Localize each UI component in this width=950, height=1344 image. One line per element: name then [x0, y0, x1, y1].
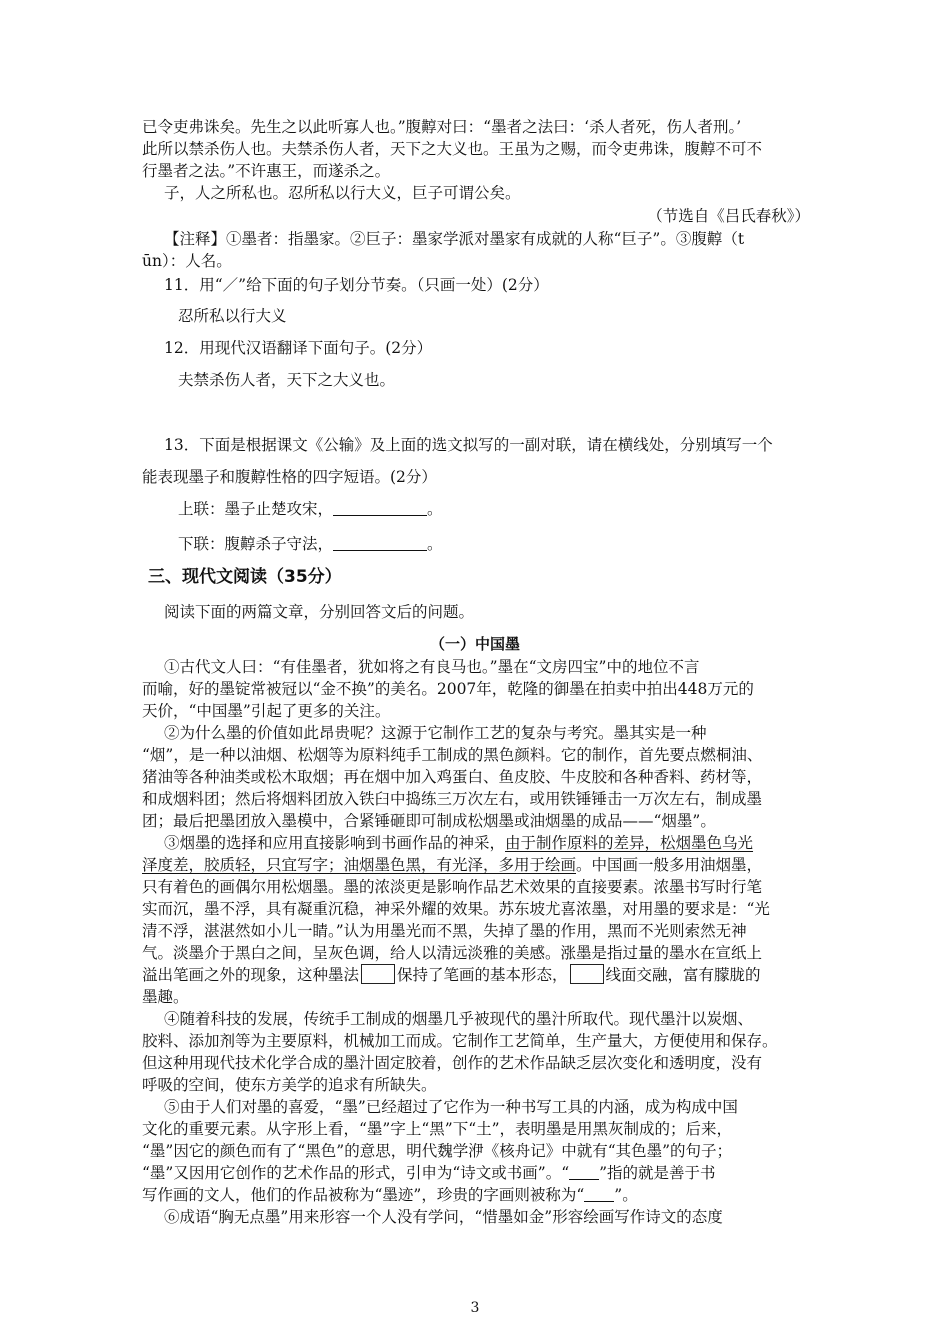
notes: ūn）：人名。: [142, 252, 232, 270]
paragraph-line: “墨”又因用它创作的艺术作品的形式，引申为“诗文或书画”。“ ”指的就是善于书: [142, 1164, 716, 1182]
answer-blank[interactable]: [584, 1201, 614, 1202]
paragraph-line: 呼吸的空间，使东方美学的追求有所缺失。: [142, 1076, 437, 1094]
paragraph-line: 而喻，好的墨锭常被冠以“金不换”的美名。2007年，乾隆的御墨在拍卖中拍出448万元的: [142, 680, 754, 698]
section-heading: 三、现代文阅读（35分）: [148, 567, 342, 587]
paragraph-line: 但这种用现代技术化学合成的墨汁固定胶着，创作的艺术作品缺乏层次变化和透明度，没有: [142, 1054, 763, 1072]
paragraph-line: 只有着色的画偶尔用松烟墨。墨的浓淡更是影响作品艺术效果的直接要素。浓墨书写时行笔: [142, 878, 763, 896]
paragraph-line: “墨”因它的颜色而有了“黑色”的意思，明代魏学洢《核舟记》中就有“其色墨”的句子；: [142, 1142, 733, 1160]
paragraph-line: 气。淡墨介于黑白之间，呈灰色调，给人以清远淡雅的美感。涨墨是指过量的墨水在宣纸上: [142, 944, 763, 962]
answer-blank[interactable]: [569, 1179, 599, 1180]
paragraph-line: 写作画的文人，他们的作品被称为“墨迹”，珍贵的字画则被称为“ ”。: [142, 1186, 638, 1204]
answer-blank[interactable]: [333, 550, 427, 551]
question-12-sentence: 夫禁杀伤人者，天下之大义也。: [178, 371, 396, 389]
paragraph-line: ⑥成语“胸无点墨”用来形容一个人没有学问，“惜墨如金”形容绘画写作诗文的态度: [164, 1208, 723, 1226]
paragraph-line: 天价，“中国墨”引起了更多的关注。: [142, 702, 391, 720]
paragraph-line: 文化的重要元素。从字形上看，“墨”字上“黑”下“土”，表明墨是用黑灰制成的；后来，: [142, 1120, 733, 1138]
paragraph-line: 溢出笔画之外的现象，这种墨法 保持了笔画的基本形态， 线面交融，富有朦胧的: [142, 966, 761, 984]
text-line: 此所以禁杀伤人也。夫禁杀伤人者，天下之大义也。王虽为之赐，而令吏弗诛，腹䵍不可不: [142, 140, 763, 158]
paragraph-line: 实而沉，墨不浮，具有凝重沉稳，神采外耀的效果。苏东坡尤喜浓墨，对用墨的要求是：“光: [142, 900, 770, 918]
question-11: 11．用“／”给下面的句子划分节奏。（只画一处）(2分）: [164, 276, 549, 294]
answer-box[interactable]: [361, 964, 395, 984]
paragraph-line: 清不浮，湛湛然如小儿一睛。”认为用墨光而不黑，失掉了墨的作用，黑而不光则索然无神: [142, 922, 747, 940]
section-instruction: 阅读下面的两篇文章，分别回答文后的问题。: [164, 603, 475, 621]
text-line: 已令吏弗诛矣。先生之以此听寡人也。”腹䵍对曰：“墨者之法曰：‘杀人者死，伤人者刑。’: [142, 118, 742, 136]
question-12: 12．用现代汉语翻译下面句子。(2分）: [164, 339, 433, 357]
page-number: 3: [470, 1300, 480, 1316]
paragraph-line: 和成烟料团；然后将烟料团放入铁臼中捣练三万次左右，或用铁锤锤击一万次左右，制成墨: [142, 790, 763, 808]
source-citation: （节选自《吕氏春秋》）: [647, 207, 810, 225]
paragraph-line: 猪油等各种油类或松木取烟；再在烟中加入鸡蛋白、鱼皮胶、牛皮胶和各种香料、药材等，: [142, 768, 763, 786]
answer-box[interactable]: [570, 964, 604, 984]
paragraph-line: 泽度差，胶质轻，只宜写字；油烟墨色黑，有光泽，多用于绘画。中国画一般多用油烟墨，: [142, 856, 763, 874]
question-13: 13．下面是根据课文《公输》及上面的选文拟写的一副对联，请在横线处，分别填写一个: [164, 436, 773, 454]
paragraph-line: 团；最后把墨团放入墨模中，合紧锤砸即可制成松烟墨或油烟墨的成品——“烟墨”。: [142, 812, 716, 830]
paragraph-line: ③烟墨的选择和应用直接影响到书画作品的神采，由于制作原料的差异，松烟墨色乌光: [164, 834, 754, 852]
couplet-upper: 上联：墨子止楚攻宋， 。: [178, 500, 443, 518]
paragraph-line: ②为什么墨的价值如此昂贵呢？这源于它制作工艺的复杂与考究。墨其实是一种: [164, 724, 707, 742]
text-line: 子，人之所私也。忍所私以行大义，巨子可谓公矣。: [164, 184, 521, 202]
text-line: 行墨者之法。”不许惠王，而遂杀之。: [142, 162, 391, 180]
paragraph-line: ④随着科技的发展，传统手工制成的烟墨几乎被现代的墨汁所取代。现代墨汁以炭烟、: [164, 1010, 754, 1028]
paragraph-line: 墨趣。: [142, 988, 189, 1006]
paragraph-line: ①古代文人曰：“有佳墨者，犹如将之有良马也。”墨在“文房四宝”中的地位不言: [164, 658, 700, 676]
question-11-sentence: 忍所私以行大义: [178, 307, 287, 325]
article-title: （一）中国墨: [429, 635, 520, 653]
couplet-lower: 下联：腹䵍杀子守法， 。: [178, 535, 443, 553]
paragraph-line: 胶料、添加剂等为主要原料，机械加工而成。它制作工艺简单，生产量大，方便使用和保存。: [142, 1032, 778, 1050]
paragraph-line: ⑤由于人们对墨的喜爱，“墨”已经超过了它作为一种书写工具的内涵，成为构成中国: [164, 1098, 738, 1116]
paragraph-line: “烟”，是一种以油烟、松烟等为原料纯手工制成的黑色颜料。它的制作，首先要点燃桐油、: [142, 746, 763, 764]
notes: 【注释】①墨者：指墨家。②巨子：墨家学派对墨家有成就的人称“巨子”。③腹䵍（t: [164, 230, 745, 248]
answer-blank[interactable]: [333, 515, 427, 516]
question-13: 能表现墨子和腹䵍性格的四字短语。(2分）: [142, 468, 437, 486]
